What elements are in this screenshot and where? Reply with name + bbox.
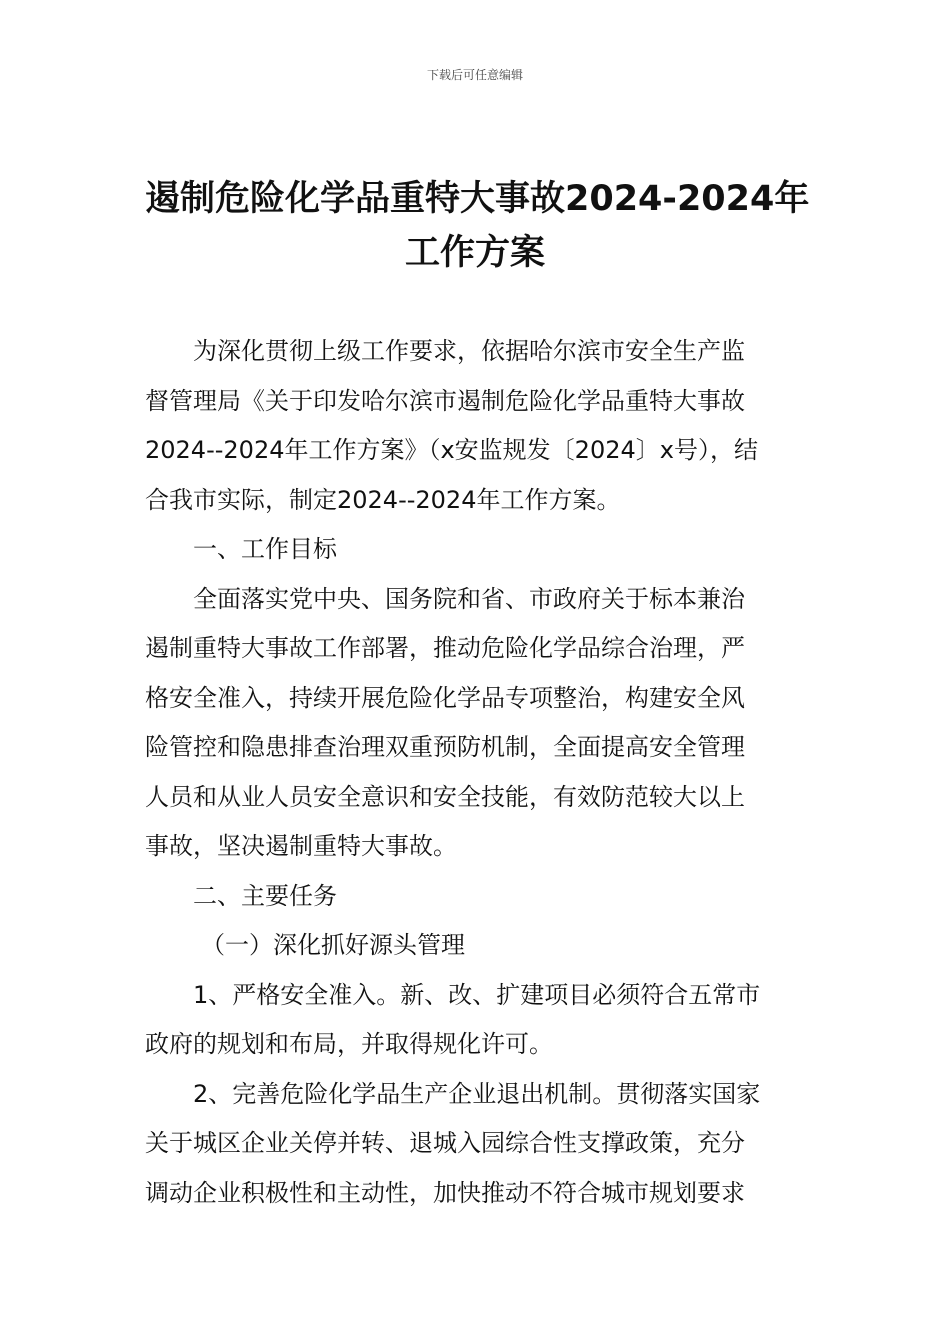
paragraph-line: 1、严格安全准入。新、改、扩建项目必须符合五常市 bbox=[193, 980, 761, 1009]
paragraph-line: 事故，坚决遏制重特大事故。 bbox=[145, 832, 457, 860]
paragraph-line: 全面落实党中央、国务院和省、市政府关于标本兼治 bbox=[193, 584, 745, 613]
paragraph-line: 关于城区企业关停并转、退城入园综合性支撑政策，充分 bbox=[145, 1129, 745, 1157]
paragraph-line: 政府的规划和布局，并取得规化许可。 bbox=[145, 1030, 553, 1058]
document-title bbox=[145, 172, 810, 280]
item-1-paragraph bbox=[145, 971, 805, 1070]
paragraph-line: 遏制重特大事故工作部署，推动危险化学品综合治理，严 bbox=[145, 634, 745, 662]
goal-paragraph bbox=[145, 575, 805, 872]
paragraph-line: 调动企业积极性和主动性，加快推动不符合城市规划要求 bbox=[145, 1178, 745, 1207]
paragraph-line: 督管理局《关于印发哈尔滨市遏制危险化学品重特大事故 bbox=[145, 386, 745, 415]
paragraph-line: 合我市实际，制定2024--2024年工作方案。 bbox=[145, 485, 621, 514]
paragraph-line: 为深化贯彻上级工作要求，依据哈尔滨市安全生产监 bbox=[193, 337, 745, 365]
paragraph-line: 人员和从业人员安全意识和安全技能，有效防范较大以上 bbox=[145, 782, 745, 811]
item-2-paragraph bbox=[145, 1070, 805, 1219]
subsection-heading: （一）深化抓好源头管理 bbox=[201, 931, 465, 959]
header-note: 下载后可任意编辑 bbox=[426, 68, 523, 82]
section-heading: 二、主要任务 bbox=[193, 881, 337, 910]
paragraph-line: 2、完善危险化学品生产企业退出机制。贯彻落实国家 bbox=[193, 1079, 761, 1108]
paragraph-line: 险管控和隐患排查治理双重预防机制，全面提高安全管理 bbox=[145, 733, 745, 761]
section-heading: 一、工作目标 bbox=[193, 535, 337, 563]
paragraph-line: 2024--2024年工作方案》（x安监规发〔2024〕x号），结 bbox=[145, 436, 758, 464]
title-line-1: 遏制危险化学品重特大事故2024-2024年 bbox=[145, 179, 810, 219]
paragraph-line: 格安全准入，持续开展危险化学品专项整治，构建安全风 bbox=[145, 683, 745, 712]
title-line-2: 工作方案 bbox=[404, 233, 545, 273]
document-body bbox=[145, 327, 805, 1218]
intro-paragraph bbox=[145, 327, 805, 525]
